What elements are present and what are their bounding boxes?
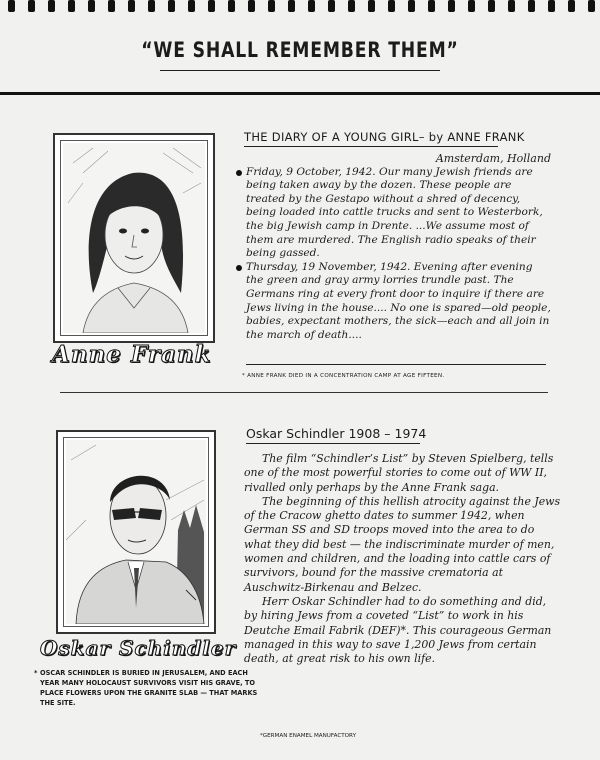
oskar-schindler-portrait	[56, 430, 216, 634]
oskar-heading-rule	[246, 443, 420, 444]
diary-entry-1	[246, 166, 551, 261]
oskar-burial-note-text: OSCAR SCHINDLER IS BURIED IN JERUSALEM, AND EACH YEAR MANY HOLOCAUST SURVIVORS VISIT HIS GRAVE, TO PLACE FLOWERS UPON THE GRANITE SLAB — THAT MARKS THE SITE.	[40, 669, 258, 707]
oskar-paragraph-3: Herr Oskar Schindler had to do something and did, by hiring Jews from a coveted “List” to work in his Deutche Email Fabrik (DEF)*. This courageous German managed in this way to save 1,200 Jews from certain death, at great risk to his own life.	[244, 594, 552, 666]
header-divider	[0, 92, 600, 95]
oskar-burial-note	[34, 668, 262, 708]
diary-entry-2-text: Thursday, 19 November, 1942. Evening after evening the green and gray army lorries trundle past. The Germans ring at every front door to inquire if there are Jews living in the house.... No one is spared—old people, babies, expectant mothers, the sick—each and all join in the march of death....	[246, 260, 551, 341]
section-divider	[60, 392, 548, 393]
oskar-paragraph-2: The beginning of this hellish atrocity against the Jews of the Cracow ghetto dates to summer 1942, when German SS and SD troops moved into the area to do what they did best — the indiscriminate murder of men, women and children, and the loading into cattle cars of survivors, bound for the massive crematoria at Auschwitz-Birkenau and Belzec.	[244, 494, 561, 594]
oskar-footnote: *GERMAN ENAMEL MANUFACTORY	[260, 733, 357, 739]
anne-frank-signature: Anne Frank	[52, 341, 212, 368]
anne-footnote: * ANNE FRANK DIED IN A CONCENTRATION CAMP AT AGE FIFTEEN.	[242, 373, 445, 379]
oskar-article	[244, 452, 562, 666]
bullet-icon	[236, 170, 242, 176]
diary-entry-2	[246, 261, 551, 343]
oskar-schindler-signature: Oskar Schindler	[40, 636, 237, 660]
page-title: “WE SHALL REMEMBER THEM”	[141, 38, 459, 62]
bullet-icon	[236, 265, 242, 271]
anne-heading: THE DIARY OF A YOUNG GIRL– by ANNE FRANK	[244, 130, 525, 144]
anne-diary-text	[246, 152, 551, 342]
anne-heading-rule	[244, 146, 498, 147]
asterisk-icon: *	[34, 669, 38, 677]
oskar-paragraph-1: The film “Schindler’s List” by Steven Spielberg, tells one of the most powerful stories to come out of WW II, rivalled only perhaps by the Anne Frank saga.	[244, 452, 554, 494]
title-underline	[160, 70, 440, 71]
diary-place: Amsterdam, Holland	[435, 152, 551, 165]
oskar-heading: Oskar Schindler 1908 – 1974	[246, 426, 427, 441]
diary-entry-1-text: Friday, 9 October, 1942. Our many Jewish friends are being taken away by the dozen. These people are treated by the Gestapo without a shred of decency, being loaded into cattle trucks and sent to Westerbork, the big Jewish camp in Drente. ...We assume most of them are murdered. The English radio speaks of their being gassed.	[246, 165, 543, 260]
spiral-binding	[0, 0, 600, 18]
anne-footnote-rule	[246, 364, 546, 365]
anne-frank-portrait	[53, 133, 215, 343]
